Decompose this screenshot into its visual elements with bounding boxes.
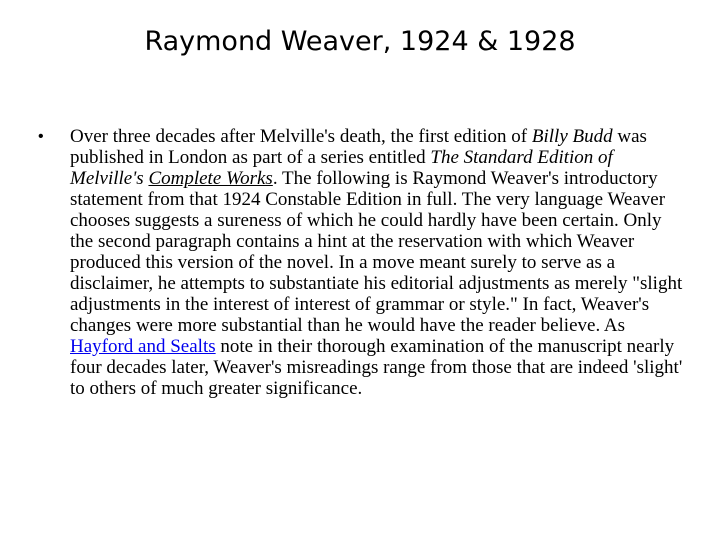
series-title: The Standard Edition of Melville's: [70, 147, 613, 189]
hayford-and-sealts-link[interactable]: Hayford and Sealts: [70, 336, 216, 357]
bullet-dot: •: [38, 128, 44, 145]
paragraph-text-4: note in their thorough examination of the manuscript nearly four decades later, Weaver's misreadings range from those that are indeed 'slight' to others of much greater significance.: [70, 336, 683, 399]
bullet-list: [38, 126, 688, 399]
book-title-billy-budd: Billy Budd: [531, 126, 613, 147]
paragraph-text-1: Over three decades after Melville's death, the first edition of: [70, 126, 532, 147]
paragraph-text-3: . The following is Raymond Weaver's introductory statement from that 1924 Constable Edition in full. The very language Weaver chooses suggests a sureness of which he could hardly have been certain. Only the second paragraph contains a hint at the reservation with which Weaver produced this version of the novel. In a move meant surely to serve as a disclaimer, he attempts to substantiate his editorial adjustments as merely "slight adjustments in the interest of interest of grammar or style." In fact, Weaver's changes were more substantial than he would have the reader believe. As: [70, 168, 683, 336]
slide-title: Raymond Weaver, 1924 & 1928: [144, 26, 576, 57]
bullet-item: [38, 126, 688, 399]
complete-works-title: Complete Works: [148, 168, 273, 189]
paragraph-text-2: was published in London as part of a series entitled: [70, 126, 647, 168]
